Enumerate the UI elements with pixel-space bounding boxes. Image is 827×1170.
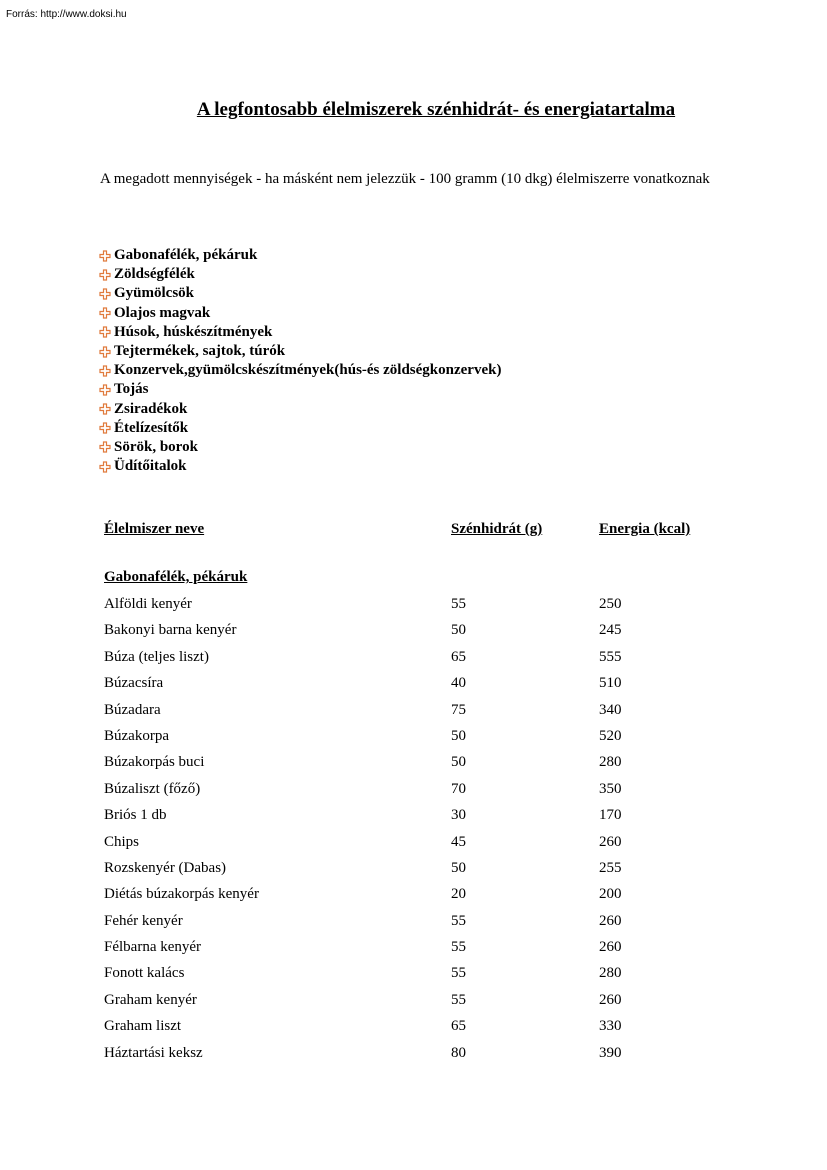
table-row bbox=[104, 911, 744, 937]
category-label: Gabonafélék, pékáruk bbox=[114, 247, 258, 263]
food-name: Chips bbox=[104, 833, 140, 850]
plus-cross-icon bbox=[99, 384, 111, 396]
table-row bbox=[104, 700, 744, 726]
page-title: A legfontosabb élelmiszerek szénhidrát- és energiatartalma bbox=[196, 99, 676, 120]
category-label: Zöldségfélék bbox=[114, 266, 195, 283]
plus-cross-icon bbox=[99, 307, 111, 319]
carb-value: 45 bbox=[451, 833, 466, 850]
category-label: Zsiradékok bbox=[114, 400, 188, 417]
food-name: Búzacsíra bbox=[104, 675, 164, 692]
carb-value: 50 bbox=[451, 622, 466, 639]
category-item bbox=[99, 342, 501, 361]
carb-value: 75 bbox=[451, 701, 466, 718]
plus-cross-icon bbox=[99, 441, 111, 453]
category-label: Tejtermékek, sajtok, túrók bbox=[114, 342, 286, 359]
energy-value: 260 bbox=[599, 939, 622, 956]
category-label: Ételízesítők bbox=[114, 419, 189, 436]
carb-value: 40 bbox=[451, 675, 466, 692]
energy-value: 280 bbox=[599, 754, 622, 771]
category-label: Gyümölcsök bbox=[114, 285, 195, 302]
table-row bbox=[104, 620, 744, 646]
energy-value: 250 bbox=[599, 596, 622, 612]
energy-value: 260 bbox=[599, 912, 622, 929]
carb-value: 55 bbox=[451, 991, 466, 1008]
carb-value: 55 bbox=[451, 939, 466, 956]
category-item bbox=[99, 304, 501, 323]
energy-value: 245 bbox=[599, 622, 622, 639]
category-label: Tojás bbox=[114, 381, 149, 398]
table-row bbox=[104, 752, 744, 778]
table-row bbox=[104, 673, 744, 699]
food-name: Háztartási keksz bbox=[104, 1044, 203, 1061]
header-carb: Szénhidrát (g) bbox=[451, 521, 543, 537]
carb-value: 80 bbox=[451, 1044, 466, 1061]
plus-cross-icon bbox=[99, 250, 111, 262]
food-name: Graham liszt bbox=[104, 1018, 182, 1035]
category-item bbox=[99, 380, 501, 399]
category-label: Húsok, húskészítmények bbox=[114, 323, 273, 340]
energy-value: 350 bbox=[599, 780, 622, 797]
section-title: Gabonafélék, pékáruk bbox=[104, 569, 248, 585]
table-row bbox=[104, 937, 744, 963]
energy-value: 260 bbox=[599, 991, 622, 1008]
energy-value: 555 bbox=[599, 648, 622, 665]
energy-value: 255 bbox=[599, 859, 622, 876]
header-energy: Energia (kcal) bbox=[599, 521, 691, 537]
food-name: Bakonyi barna kenyér bbox=[104, 622, 237, 639]
carb-value: 50 bbox=[451, 859, 466, 876]
category-label: Üdítőitalok bbox=[114, 458, 187, 475]
carb-value: 55 bbox=[451, 965, 466, 982]
carb-value: 30 bbox=[451, 807, 466, 824]
category-item bbox=[99, 400, 501, 419]
food-name: Búzaliszt (főző) bbox=[104, 780, 201, 797]
energy-value: 390 bbox=[599, 1044, 622, 1061]
header-name: Élelmiszer neve bbox=[104, 521, 205, 537]
energy-value: 200 bbox=[599, 886, 622, 903]
carb-value: 50 bbox=[451, 727, 466, 744]
category-item bbox=[99, 265, 501, 284]
energy-value: 260 bbox=[599, 833, 622, 850]
category-item bbox=[99, 457, 501, 476]
carb-value: 55 bbox=[451, 596, 466, 612]
energy-value: 340 bbox=[599, 701, 622, 718]
plus-cross-icon bbox=[99, 346, 111, 358]
table-row bbox=[104, 779, 744, 805]
food-name: Búzadara bbox=[104, 701, 161, 718]
food-name: Búzakorpa bbox=[104, 727, 169, 744]
carb-value: 65 bbox=[451, 1018, 466, 1035]
energy-value: 280 bbox=[599, 965, 622, 982]
table-row bbox=[104, 832, 744, 858]
plus-cross-icon bbox=[99, 461, 111, 473]
food-name: Fonott kalács bbox=[104, 965, 185, 982]
carb-value: 70 bbox=[451, 780, 466, 797]
energy-value: 330 bbox=[599, 1018, 622, 1035]
plus-cross-icon bbox=[99, 288, 111, 300]
plus-cross-icon bbox=[99, 403, 111, 415]
food-name: Rozskenyér (Dabas) bbox=[104, 859, 227, 876]
food-name: Diétás búzakorpás kenyér bbox=[104, 886, 259, 903]
category-label: Olajos magvak bbox=[114, 304, 211, 321]
category-label: Konzervek,gyümölcskészítmények(hús-és zöldségkonzervek) bbox=[114, 362, 502, 379]
energy-value: 520 bbox=[599, 727, 622, 744]
food-name: Félbarna kenyér bbox=[104, 939, 202, 956]
plus-cross-icon bbox=[99, 269, 111, 281]
intro-text: A megadott mennyiségek - ha másként nem jelezzük - 100 gramm (10 dkg) élelmiszerre vonatkoznak bbox=[100, 171, 710, 187]
food-name: Alföldi kenyér bbox=[104, 596, 192, 612]
source-note: Forrás: http://www.doksi.hu bbox=[6, 9, 127, 20]
food-name: Briós 1 db bbox=[104, 807, 167, 824]
plus-cross-icon bbox=[99, 422, 111, 434]
table-row bbox=[104, 990, 744, 1016]
carb-value: 20 bbox=[451, 886, 466, 903]
carb-value: 55 bbox=[451, 912, 466, 929]
carb-value: 65 bbox=[451, 648, 466, 665]
category-label: Sörök, borok bbox=[114, 438, 198, 455]
category-item bbox=[99, 284, 501, 303]
table-header bbox=[104, 519, 744, 545]
energy-value: 510 bbox=[599, 675, 622, 692]
table-row bbox=[104, 1043, 744, 1069]
table-row bbox=[104, 963, 744, 989]
table-row bbox=[104, 858, 744, 884]
category-item bbox=[99, 323, 501, 342]
carb-value: 50 bbox=[451, 754, 466, 771]
table-row bbox=[104, 647, 744, 673]
category-item bbox=[99, 419, 501, 438]
table-row bbox=[104, 884, 744, 910]
food-table bbox=[104, 594, 744, 1069]
table-row bbox=[104, 726, 744, 752]
category-item bbox=[99, 361, 501, 380]
table-row bbox=[104, 594, 744, 620]
food-name: Búza (teljes liszt) bbox=[104, 648, 209, 665]
food-name: Fehér kenyér bbox=[104, 912, 183, 929]
energy-value: 170 bbox=[599, 807, 622, 824]
plus-cross-icon bbox=[99, 326, 111, 338]
table-row bbox=[104, 805, 744, 831]
category-item bbox=[99, 246, 501, 265]
food-name: Búzakorpás buci bbox=[104, 754, 205, 771]
category-item bbox=[99, 438, 501, 457]
table-row bbox=[104, 1016, 744, 1042]
category-list bbox=[99, 246, 501, 476]
food-name: Graham kenyér bbox=[104, 991, 197, 1008]
plus-cross-icon bbox=[99, 365, 111, 377]
